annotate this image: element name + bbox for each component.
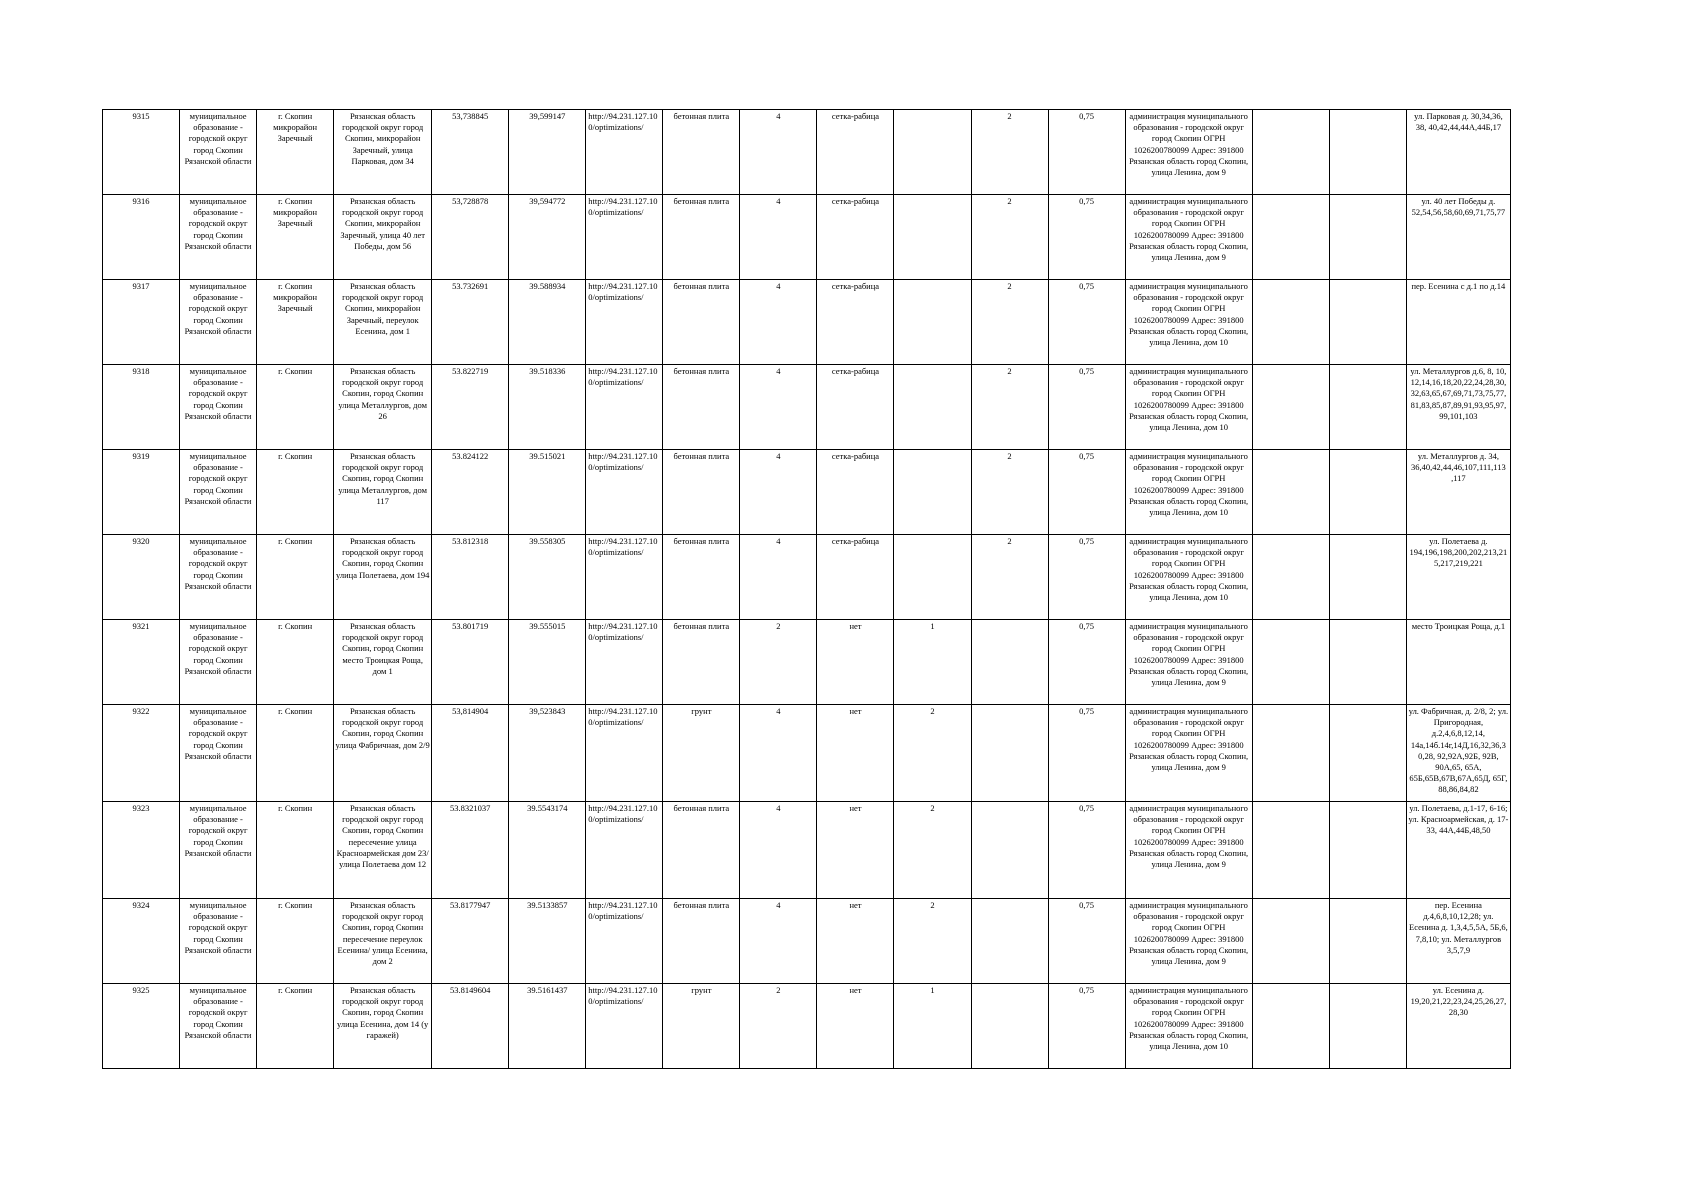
extra-cell-b [1329,705,1406,802]
extra-cell-b [1329,984,1406,1069]
container-count-a-cell [894,365,971,450]
area-cell: 4 [740,110,817,195]
extra-cell-b [1329,195,1406,280]
container-count-b-cell [971,802,1048,899]
container-volume-cell: 0,75 [1048,280,1125,365]
longitude-cell: 39.588934 [509,280,586,365]
extra-cell-b [1329,535,1406,620]
longitude-cell: 39.515021 [509,450,586,535]
fence-cell: нет [817,802,894,899]
container-count-b-cell: 2 [971,365,1048,450]
table-row [103,450,1511,535]
address-cell: Рязанская область городской округ город Скопин, город Скопин улица Металлургов, дом 26 [334,365,432,450]
locality-cell: г. Скопин [257,535,334,620]
table-row [103,984,1511,1069]
container-volume-cell: 0,75 [1048,802,1125,899]
surface-cell: бетонная плита [663,620,740,705]
latitude-cell: 53.822719 [432,365,509,450]
container-count-a-cell [894,450,971,535]
site-number-cell: 9320 [103,535,180,620]
locality-cell: г. Скопин [257,802,334,899]
map-link-cell[interactable]: http://94.231.127.10 0/optimizations/ [586,984,663,1069]
table-body [103,110,1511,1069]
extra-cell-a [1252,535,1329,620]
site-number-cell: 9316 [103,195,180,280]
extra-cell-b [1329,450,1406,535]
map-link-cell[interactable]: http://94.231.127.10 0/optimizations/ [586,620,663,705]
address-cell: Рязанская область городской округ город Скопин, город Скопин улица Полетаева, дом 194 [334,535,432,620]
table-row [103,280,1511,365]
container-volume-cell: 0,75 [1048,195,1125,280]
container-volume-cell: 0,75 [1048,535,1125,620]
operator-cell: администрация муниципального образования - городской округ город Скопин ОГРН 1026200780099 Адрес: 391800 Рязанская область город Скопин, улица Ленина, дом 9 [1125,802,1252,899]
table-row [103,365,1511,450]
extra-cell-a [1252,620,1329,705]
surface-cell: бетонная плита [663,802,740,899]
area-cell: 4 [740,899,817,984]
container-count-b-cell: 2 [971,280,1048,365]
operator-cell: администрация муниципального образования - городской округ город Скопин ОГРН 1026200780099 Адрес: 391800 Рязанская область город Скопин, улица Ленина, дом 9 [1125,899,1252,984]
extra-cell-a [1252,195,1329,280]
extra-cell-a [1252,984,1329,1069]
surface-cell: бетонная плита [663,195,740,280]
operator-cell: администрация муниципального образования - городской округ город Скопин ОГРН 1026200780099 Адрес: 391800 Рязанская область город Скопин, улица Ленина, дом 10 [1125,984,1252,1069]
address-cell: Рязанская область городской округ город Скопин, микрорайон Заречный, улица Парковая, дом 34 [334,110,432,195]
container-volume-cell: 0,75 [1048,899,1125,984]
area-cell: 4 [740,280,817,365]
site-number-cell: 9319 [103,450,180,535]
longitude-cell: 39.558305 [509,535,586,620]
site-number-cell: 9324 [103,899,180,984]
longitude-cell: 39.518336 [509,365,586,450]
fence-cell: нет [817,984,894,1069]
latitude-cell: 53.8321037 [432,802,509,899]
latitude-cell: 53,728878 [432,195,509,280]
table-row [103,110,1511,195]
container-volume-cell: 0,75 [1048,450,1125,535]
address-cell: Рязанская область городской округ город Скопин, город Скопин пересечение улица Красноармейская дом 23/улица Полетаева дом 12 [334,802,432,899]
owner-cell: муниципальное образование - городской округ город Скопин Рязанской области [180,899,257,984]
site-number-cell: 9323 [103,802,180,899]
address-cell: Рязанская область городской округ город Скопин, город Скопин место Троицкая Роща, дом 1 [334,620,432,705]
address-cell: Рязанская область городской округ город Скопин, микрорайон Заречный, улица 40 лет Победы, дом 56 [334,195,432,280]
address-cell: Рязанская область городской округ город Скопин, город Скопин пересечение переулок Есенина/ улица Есенина, дом 2 [334,899,432,984]
surface-cell: бетонная плита [663,110,740,195]
longitude-cell: 39.5133857 [509,899,586,984]
table-row [103,195,1511,280]
container-count-b-cell: 2 [971,450,1048,535]
owner-cell: муниципальное образование - городской округ город Скопин Рязанской области [180,365,257,450]
container-count-a-cell: 2 [894,802,971,899]
fence-cell: сетка-рабица [817,450,894,535]
fence-cell: нет [817,705,894,802]
surface-cell: бетонная плита [663,365,740,450]
locality-cell: г. Скопин микрорайон Заречный [257,195,334,280]
longitude-cell: 39.5543174 [509,802,586,899]
container-count-b-cell: 2 [971,535,1048,620]
container-count-a-cell [894,195,971,280]
operator-cell: администрация муниципального образования - городской округ город Скопин ОГРН 1026200780099 Адрес: 391800 Рязанская область город Скопин, улица Ленина, дом 9 [1125,620,1252,705]
fence-cell: сетка-рабица [817,195,894,280]
latitude-cell: 53.824122 [432,450,509,535]
address-cell: Рязанская область городской округ город Скопин, микрорайон Заречный, переулок Есенина, дом 1 [334,280,432,365]
address-cell: Рязанская область городской округ город Скопин, город Скопин улица Фабричная, дом 2/9 [334,705,432,802]
container-count-b-cell: 2 [971,195,1048,280]
served-addresses-cell: место Троицкая Роща, д.1 [1406,620,1510,705]
owner-cell: муниципальное образование - городской округ город Скопин Рязанской области [180,110,257,195]
served-addresses-cell: ул. Металлургов д.6, 8, 10, 12,14,16,18,20,22,24,28,30, 32,63,65,67,69,71,73,75,77, 81,83,85,87,89,91,93,95,97, 99,101,103 [1406,365,1510,450]
surface-cell: бетонная плита [663,899,740,984]
served-addresses-cell: ул. Фабричная, д. 2/8, 2; ул. Пригородная, д.2,4,6,8,12,14, 14а,14б.14г,14Д,16,32,36,3 0,28, 92,92А,92Б, 92В, 90А,65, 65А, 65Б,65В,67В,67А,65Д, 65Г, 88,86,84,82 [1406,705,1510,802]
longitude-cell: 39,523843 [509,705,586,802]
served-addresses-cell: ул. Металлургов д. 34, 36,40,42,44,46,107,111,113 ,117 [1406,450,1510,535]
container-volume-cell: 0,75 [1048,365,1125,450]
longitude-cell: 39.555015 [509,620,586,705]
map-link-cell[interactable]: http://94.231.127.10 0/optimizations/ [586,195,663,280]
area-cell: 4 [740,450,817,535]
address-cell: Рязанская область городской округ город Скопин, город Скопин улица Металлургов, дом 117 [334,450,432,535]
map-link-cell[interactable]: http://94.231.127.10 0/optimizations/ [586,280,663,365]
table-row [103,802,1511,899]
extra-cell-b [1329,620,1406,705]
served-addresses-cell: ул. Полетаева д. 194,196,198,200,202,213,21 5,217,219,221 [1406,535,1510,620]
map-link-cell[interactable]: http://94.231.127.10 0/optimizations/ [586,450,663,535]
served-addresses-cell: ул. 40 лет Победы д. 52,54,56,58,60,69,71,75,77 [1406,195,1510,280]
served-addresses-cell: ул. Парковая д. 30,34,36, 38, 40,42,44,44А,44Б,17 [1406,110,1510,195]
served-addresses-cell: ул. Есенина д. 19,20,21,22,23,24,25,26,27, 28,30 [1406,984,1510,1069]
operator-cell: администрация муниципального образования - городской округ город Скопин ОГРН 1026200780099 Адрес: 391800 Рязанская область город Скопин, улица Ленина, дом 9 [1125,195,1252,280]
table-row [103,899,1511,984]
area-cell: 4 [740,802,817,899]
extra-cell-b [1329,110,1406,195]
container-sites-table [102,109,1511,1069]
area-cell: 2 [740,620,817,705]
container-count-b-cell [971,899,1048,984]
fence-cell: сетка-рабица [817,280,894,365]
container-count-a-cell: 1 [894,620,971,705]
map-link-cell[interactable]: http://94.231.127.10 0/optimizations/ [586,110,663,195]
container-count-a-cell: 1 [894,984,971,1069]
latitude-cell: 53.8149604 [432,984,509,1069]
extra-cell-a [1252,899,1329,984]
locality-cell: г. Скопин микрорайон Заречный [257,280,334,365]
map-link-cell[interactable]: http://94.231.127.10 0/optimizations/ [586,802,663,899]
table-row [103,705,1511,802]
fence-cell: сетка-рабица [817,365,894,450]
operator-cell: администрация муниципального образования - городской округ город Скопин ОГРН 1026200780099 Адрес: 391800 Рязанская область город Скопин, улица Ленина, дом 10 [1125,365,1252,450]
operator-cell: администрация муниципального образования - городской округ город Скопин ОГРН 1026200780099 Адрес: 391800 Рязанская область город Скопин, улица Ленина, дом 10 [1125,280,1252,365]
container-volume-cell: 0,75 [1048,705,1125,802]
surface-cell: грунт [663,705,740,802]
extra-cell-a [1252,450,1329,535]
owner-cell: муниципальное образование - городской округ город Скопин Рязанской области [180,195,257,280]
map-link-cell[interactable]: http://94.231.127.10 0/optimizations/ [586,365,663,450]
container-count-b-cell: 2 [971,110,1048,195]
longitude-cell: 39,599147 [509,110,586,195]
served-addresses-cell: ул. Полетаева, д.1-17, 6-16; ул. Красноармейская, д. 17-33, 44А,44Б,48,50 [1406,802,1510,899]
map-link-cell[interactable]: http://94.231.127.10 0/optimizations/ [586,705,663,802]
site-number-cell: 9322 [103,705,180,802]
container-count-a-cell: 2 [894,899,971,984]
fence-cell: сетка-рабица [817,535,894,620]
latitude-cell: 53.732691 [432,280,509,365]
operator-cell: администрация муниципального образования - городской округ город Скопин ОГРН 1026200780099 Адрес: 391800 Рязанская область город Скопин, улица Ленина, дом 9 [1125,705,1252,802]
site-number-cell: 9315 [103,110,180,195]
extra-cell-b [1329,802,1406,899]
latitude-cell: 53.812318 [432,535,509,620]
fence-cell: сетка-рабица [817,110,894,195]
extra-cell-a [1252,280,1329,365]
owner-cell: муниципальное образование - городской округ город Скопин Рязанской области [180,802,257,899]
locality-cell: г. Скопин [257,984,334,1069]
locality-cell: г. Скопин [257,705,334,802]
extra-cell-a [1252,110,1329,195]
locality-cell: г. Скопин [257,620,334,705]
container-count-b-cell [971,620,1048,705]
table-row [103,535,1511,620]
extra-cell-b [1329,899,1406,984]
fence-cell: нет [817,620,894,705]
latitude-cell: 53.8177947 [432,899,509,984]
area-cell: 4 [740,535,817,620]
container-volume-cell: 0,75 [1048,620,1125,705]
longitude-cell: 39,594772 [509,195,586,280]
site-number-cell: 9318 [103,365,180,450]
owner-cell: муниципальное образование - городской округ город Скопин Рязанской области [180,450,257,535]
container-volume-cell: 0,75 [1048,110,1125,195]
container-count-a-cell [894,110,971,195]
container-count-b-cell [971,984,1048,1069]
longitude-cell: 39.5161437 [509,984,586,1069]
locality-cell: г. Скопин [257,899,334,984]
locality-cell: г. Скопин [257,450,334,535]
latitude-cell: 53.801719 [432,620,509,705]
locality-cell: г. Скопин [257,365,334,450]
table-row [103,620,1511,705]
operator-cell: администрация муниципального образования - городской округ город Скопин ОГРН 1026200780099 Адрес: 391800 Рязанская область город Скопин, улица Ленина, дом 10 [1125,535,1252,620]
owner-cell: муниципальное образование - городской округ город Скопин Рязанской области [180,280,257,365]
area-cell: 4 [740,705,817,802]
site-number-cell: 9321 [103,620,180,705]
surface-cell: бетонная плита [663,450,740,535]
operator-cell: администрация муниципального образования - городской округ город Скопин ОГРН 1026200780099 Адрес: 391800 Рязанская область город Скопин, улица Ленина, дом 9 [1125,110,1252,195]
address-cell: Рязанская область городской округ город Скопин, город Скопин улица Есенина, дом 14 (у гаражей) [334,984,432,1069]
surface-cell: бетонная плита [663,535,740,620]
area-cell: 4 [740,195,817,280]
site-number-cell: 9325 [103,984,180,1069]
owner-cell: муниципальное образование - городской округ город Скопин Рязанской области [180,620,257,705]
map-link-cell[interactable]: http://94.231.127.10 0/optimizations/ [586,535,663,620]
owner-cell: муниципальное образование - городской округ город Скопин Рязанской области [180,705,257,802]
extra-cell-b [1329,280,1406,365]
extra-cell-a [1252,365,1329,450]
container-volume-cell: 0,75 [1048,984,1125,1069]
latitude-cell: 53,738845 [432,110,509,195]
owner-cell: муниципальное образование - городской округ город Скопин Рязанской области [180,535,257,620]
site-number-cell: 9317 [103,280,180,365]
operator-cell: администрация муниципального образования - городской округ город Скопин ОГРН 1026200780099 Адрес: 391800 Рязанская область город Скопин, улица Ленина, дом 10 [1125,450,1252,535]
container-count-a-cell [894,280,971,365]
container-count-b-cell [971,705,1048,802]
served-addresses-cell: пер. Есенина с д.1 по д.14 [1406,280,1510,365]
owner-cell: муниципальное образование - городской округ город Скопин Рязанской области [180,984,257,1069]
area-cell: 2 [740,984,817,1069]
container-count-a-cell: 2 [894,705,971,802]
map-link-cell[interactable]: http://94.231.127.10 0/optimizations/ [586,899,663,984]
locality-cell: г. Скопин микрорайон Заречный [257,110,334,195]
latitude-cell: 53,814904 [432,705,509,802]
area-cell: 4 [740,365,817,450]
extra-cell-a [1252,802,1329,899]
surface-cell: грунт [663,984,740,1069]
extra-cell-a [1252,705,1329,802]
container-count-a-cell [894,535,971,620]
fence-cell: нет [817,899,894,984]
surface-cell: бетонная плита [663,280,740,365]
served-addresses-cell: пер. Есенина д.4,6,8,10,12,28; ул. Есенина д. 1,3,4,5,5А, 5Б,6, 7,8,10; ул. Металлургов 3,5,7,9 [1406,899,1510,984]
extra-cell-b [1329,365,1406,450]
